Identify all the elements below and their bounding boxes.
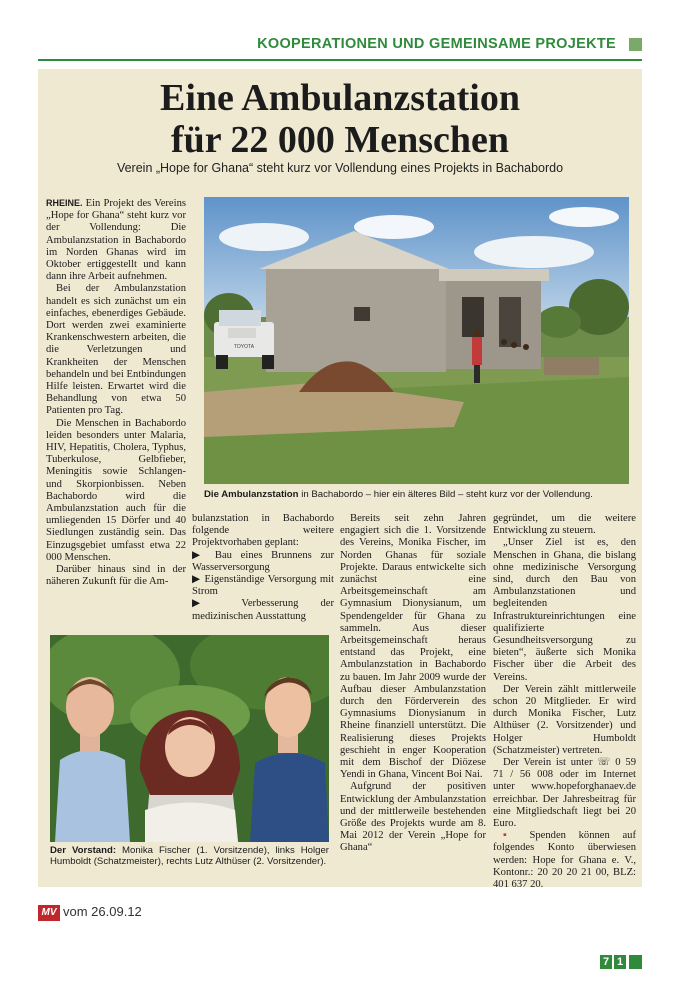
caption-lead: Die Ambulanzstation bbox=[204, 489, 299, 500]
ambulance-station-photo bbox=[204, 197, 629, 484]
paragraph bbox=[46, 197, 186, 283]
bullet-icon: ▪ bbox=[503, 830, 517, 842]
newspaper-clipping bbox=[38, 69, 642, 891]
page-number-digit: 1 bbox=[614, 955, 626, 969]
dateline: RHEINE. bbox=[46, 198, 83, 208]
photo-caption bbox=[50, 845, 329, 868]
article-column-4 bbox=[493, 513, 636, 891]
header-divider bbox=[38, 59, 642, 61]
mv-logo: MV bbox=[38, 905, 60, 921]
paragraph: Aufgrund der positiven Entwicklung der Ambulanzstation und der mittlerweile bestehenden Größe des Projekts wurde am 8. Mai 2012 der Verein „Hope for Ghana“ bbox=[340, 781, 486, 854]
headline-line-1: Eine Ambulanzstation bbox=[159, 77, 521, 119]
board-members-photo bbox=[50, 635, 329, 842]
article-column-3 bbox=[340, 513, 486, 855]
caption-text: Monika Fischer (1. Vorsitzende), links Holger Humboldt (Schatzmeister), rechts Lutz Althüser (2. Vorsitzender). bbox=[50, 845, 329, 868]
caption-text: in Bachabordo – hier ein älteres Bild – steht kurz vor der Vollendung. bbox=[298, 489, 593, 500]
page-number-digit: 7 bbox=[600, 955, 612, 969]
list-item: ▶ Verbesserung der medizinischen Ausstattung bbox=[192, 598, 334, 622]
paragraph-text: Ein Projekt des Vereins „Hope for Ghana“ steht kurz vor der Vollendung: Die Ambulanzstation in Bachabordo im Norden Ghanas wird im Oktober ertiggestellt und kann dann ihre Arbeit aufnehmen. bbox=[46, 198, 186, 283]
article-headline bbox=[38, 77, 642, 161]
paragraph: Der Verein ist unter ☏ 0 59 71 / 56 008 oder im Internet unter www.hopeforghanaev.de erreichbar. Der Jahresbeitrag für eine Mitgliedschaft liegt bei 20 Euro. bbox=[493, 757, 636, 830]
paragraph: Darüber hinaus sind in der näheren Zukunft für die Am- bbox=[46, 564, 186, 588]
article-column-2 bbox=[192, 513, 334, 623]
paragraph: „Unser Ziel ist es, den Menschen in Ghana, die bislang ohne medizinische Versorgung sind, durch den Bau von Ambulanzstationen und begleitenden Infrastruktureinrichtungen eine qualifizierte Gesundheitsversorgung zu bieten“, äußerte sich Monika Fischer über die Arbeit des Vereins. bbox=[493, 537, 636, 683]
section-header bbox=[38, 36, 642, 58]
truck-plate: TOYOTA bbox=[233, 344, 255, 350]
page-marker-square-icon bbox=[629, 955, 642, 969]
article-subhead: Verein „Hope for Ghana“ steht kurz vor Vollendung eines Projekts in Bachabordo bbox=[116, 161, 564, 175]
paragraph: Bei der Ambulanzstation handelt es sich zunächst um ein einfaches, ebenerdiges Gebäude. Dort werden zwei examinierte Krankenschwestern arbeiten, die die Verletzungen und Krankheiten der Menschen behandeln und bei Entbindungen Hilfe leisten. Erwartet wird die Behandlung von etwa 50 Patienten pro Tag. bbox=[46, 283, 186, 417]
headline-line-2: für 22 000 Menschen bbox=[170, 119, 510, 161]
header-square-icon bbox=[629, 38, 642, 51]
section-header-title: KOOPERATIONEN UND GEMEINSAME PROJEKTE bbox=[257, 36, 616, 52]
paragraph: bulanzstation in Bachabordo folgende weitere Projektvorhaben geplant: bbox=[192, 513, 334, 549]
caption-lead: Der Vorstand: bbox=[50, 845, 117, 856]
publication-date: vom 26.09.12 bbox=[63, 904, 142, 919]
paragraph: Die Menschen in Bachabordo leiden besonders unter Malaria, HIV, Hepatitis, Cholera, Typhus, Tuberkulose, Gelbfieber, Meningitis sowie Schlangen- und Skorpionbissen. Neben Bachabordo wird die Ambulanzstation auch für die umliegenden 15 Dörfer und 40 Siedlungen zuständig sein. Das Einzugsgebiet umfasst etwa 22 000 Menschen. bbox=[46, 417, 186, 563]
photo-caption bbox=[204, 489, 629, 500]
paragraph: Bereits seit zehn Jahren engagiert sich die 1. Vorsitzende des Vereins, Monika Fischer, im Norden Ghanas für soziale Projekte. Daraus entwickelte sich zunächst eine Arbeitsgemeinschaft am Gymnasium Dionysianum, um Spendengelder für Ghana zu sammeln. Aus dieser Arbeitsgemeinschaft heraus entstand das Projekt, eine Ambulanzstation in Bachabordo zu bauen. Im Jahr 2009 wurde der Aufbau dieser Ambulanzstation durch den Förderverein des Gymnasiums Dionysianum in Rheine finanziell unterstützt. Die Realisierung dieses Projekts geschieht in enger Kooperation mit dem Bischof der Diözese Yendi in Ghana, Vincent Boi Nai. bbox=[340, 513, 486, 781]
donation-text: Spenden können auf folgendes Konto überwiesen werden: Hope for Ghana e. V., Kontonr.: 20 20 20 21 00, BLZ: 401 637 20. bbox=[493, 830, 636, 891]
paragraph: gegründet, um die weitere Entwicklung zu steuern. bbox=[493, 513, 636, 537]
article-column-1 bbox=[46, 197, 186, 589]
paragraph: Der Verein zählt mittlerweile schon 20 Mitglieder. Er wird durch Monika Fischer, Lutz Althüser (2. Vorsitzender) und Holger Humboldt (Schatzmeister) vertreten. bbox=[493, 683, 636, 756]
donation-note bbox=[493, 830, 636, 891]
list-item: ▶ Eigenständige Versorgung mit Strom bbox=[192, 574, 334, 598]
list-item: ▶ Bau eines Brunnens zur Wasserversorgung bbox=[192, 549, 334, 573]
